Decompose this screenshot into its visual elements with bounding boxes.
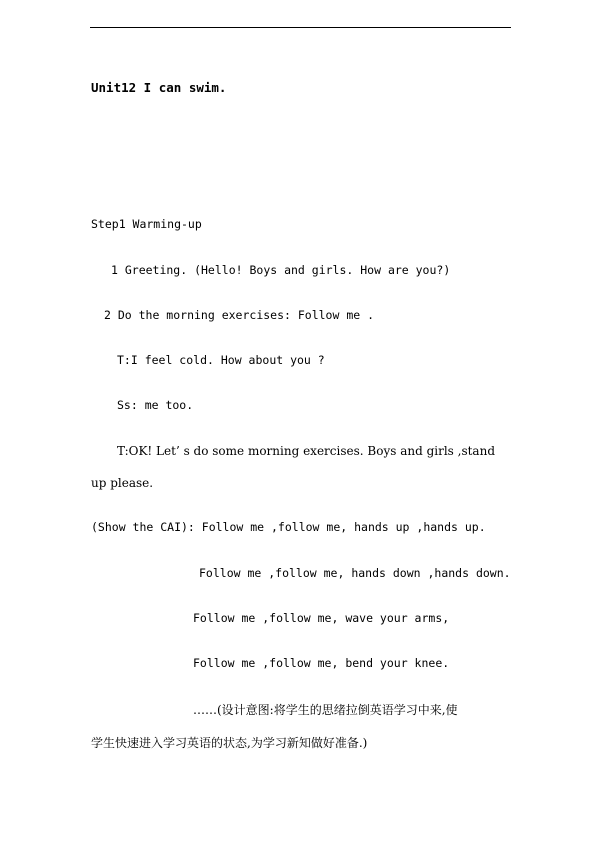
text-line-stand-up: up please. (91, 476, 154, 490)
document-title: Unit12 I can swim. (91, 80, 227, 95)
text-line-design-intent: ……(设计意图:将学生的思绪拉倒英语学习中来,使 (193, 703, 458, 717)
text-line-bend-knee: Follow me ,follow me, bend your knee. (193, 656, 450, 670)
text-line-teacher-ok: T:OK! Let’ s do some morning exercises. Boys and girls ,stand (117, 444, 495, 458)
section-heading-step1: Step1 Warming-up (91, 217, 202, 231)
text-line-wave-arms: Follow me ,follow me, wave your arms, (193, 611, 450, 625)
text-line-show-cai: (Show the CAI): Follow me ,follow me, hands up ,hands up. (91, 520, 486, 534)
text-line-students-reply: Ss: me too. (117, 398, 194, 412)
text-line-design-intent-continued: 学生快速进入学习英语的状态,为学习新知做好准备.) (91, 736, 368, 750)
header-rule (90, 27, 511, 28)
text-line-morning-exercises: 2 Do the morning exercises: Follow me . (104, 308, 375, 322)
text-line-hands-down: Follow me ,follow me, hands down ,hands down. (199, 566, 511, 580)
text-line-teacher-cold: T:I feel cold. How about you ? (117, 353, 325, 367)
text-line-greeting: 1 Greeting. (Hello! Boys and girls. How are you?) (111, 263, 451, 277)
